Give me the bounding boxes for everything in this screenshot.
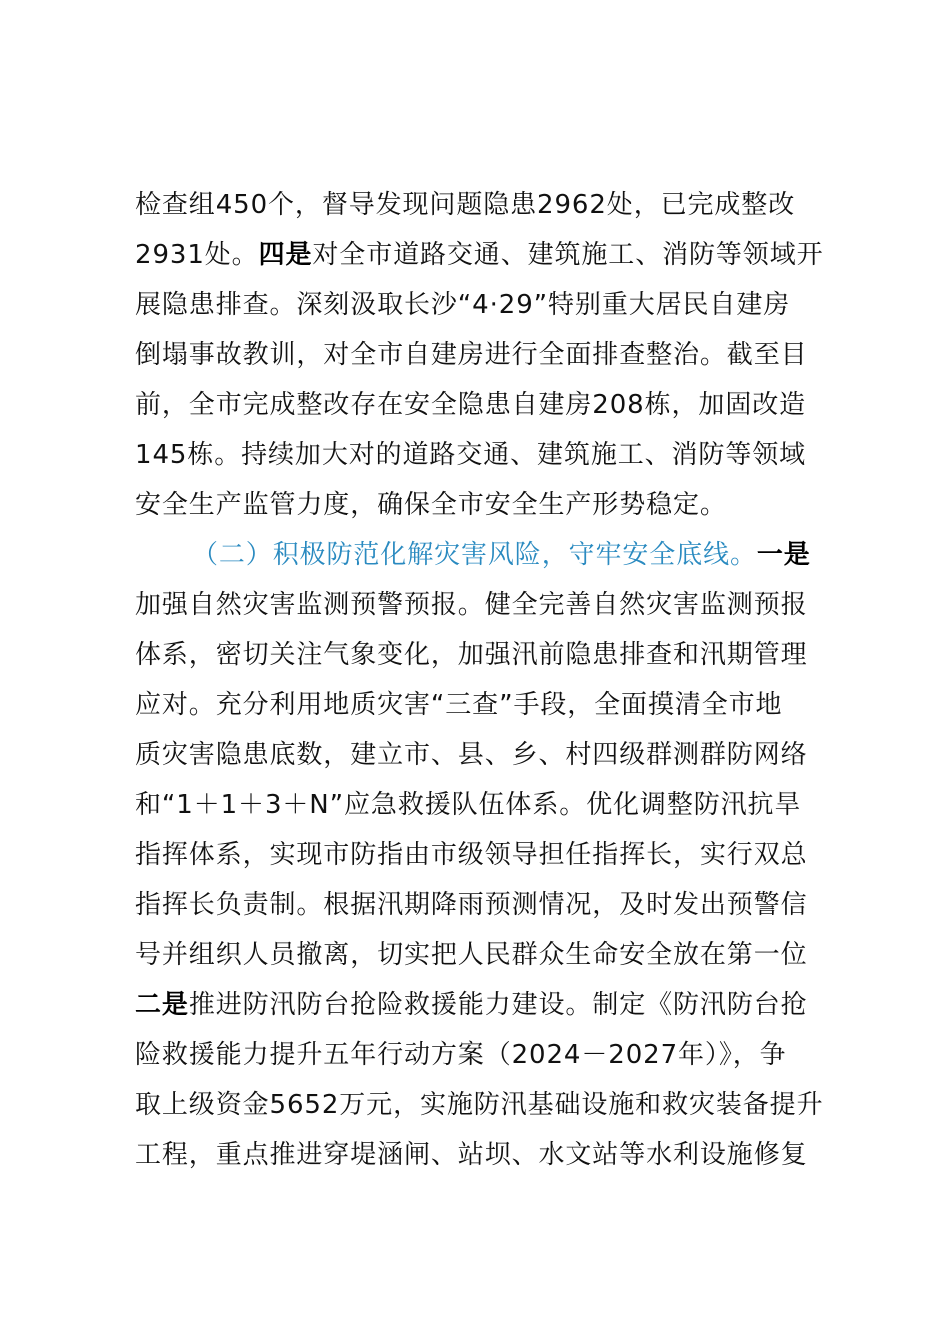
section-heading: （二）积极防范化解灾害风险，守牢安全底线。 [192,540,757,570]
text-line [135,880,850,930]
bold-marker: 二是 [135,990,189,1020]
body-text [135,180,850,1180]
text-line [135,1080,850,1130]
text-line [135,680,850,730]
text-run: 工程，重点推进穿堤涵闸、站坝、水文站等水利设施修复 [135,1140,808,1170]
text-run: 和“1＋1＋3＋N”应急救援队伍体系。优化调整防汛抗旱 [135,790,802,820]
text-run: 对全市道路交通、建筑施工、消防等领域开 [312,240,824,270]
text-run: 检查组450个，督导发现问题隐患2962处，已完成整改 [135,190,796,220]
text-line [135,930,850,980]
text-line [135,230,850,280]
text-run: 体系，密切关注气象变化，加强汛前隐患排查和汛期管理 [135,640,808,670]
section-heading-line [135,530,850,580]
text-line [135,980,850,1030]
text-run: 展隐患排查。深刻汲取长沙“4·29”特别重大居民自建房 [135,290,791,320]
text-run: 质灾害隐患底数，建立市、县、乡、村四级群测群防网络 [135,740,808,770]
text-run: 应对。充分利用地质灾害“三查”手段，全面摸清全市地 [135,690,783,720]
text-run: 指挥长负责制。根据汛期降雨预测情况，及时发出预警信 [135,890,808,920]
text-line [135,1030,850,1080]
text-run: 推进防汛防台抢险救援能力建设。制定《防汛防台抢 [188,990,808,1020]
text-line [135,580,850,630]
text-line [135,430,850,480]
text-run: 2931处。 [135,240,259,270]
text-run: 倒塌事故教训，对全市自建房进行全面排查整治。截至目 [135,340,808,370]
text-run: 指挥体系，实现市防指由市级领导担任指挥长，实行双总 [135,840,808,870]
text-line [135,780,850,830]
text-line [135,180,850,230]
text-line [135,380,850,430]
bold-marker: 一是 [756,540,811,570]
text-line [135,480,850,530]
text-run: 安全生产监管力度，确保全市安全生产形势稳定。 [135,490,727,520]
text-run: 加强自然灾害监测预警预报。健全完善自然灾害监测预报 [135,590,808,620]
text-run: 号并组织人员撤离，切实把人民群众生命安全放在第一位 [135,940,808,970]
text-line [135,280,850,330]
text-run: 前，全市完成整改存在安全隐患自建房208栋，加固改造 [135,390,807,420]
text-run: 145栋。持续加大对的道路交通、建筑施工、消防等领域 [135,440,807,470]
text-line [135,830,850,880]
text-run: 险救援能力提升五年行动方案（2024－2027年）》，争 [135,1040,787,1070]
bold-marker: 四是 [258,240,313,270]
text-line [135,630,850,680]
text-line [135,330,850,380]
text-line [135,730,850,780]
text-line [135,1130,850,1180]
text-run: 取上级资金5652万元，实施防汛基础设施和救灾装备提升 [135,1090,824,1120]
